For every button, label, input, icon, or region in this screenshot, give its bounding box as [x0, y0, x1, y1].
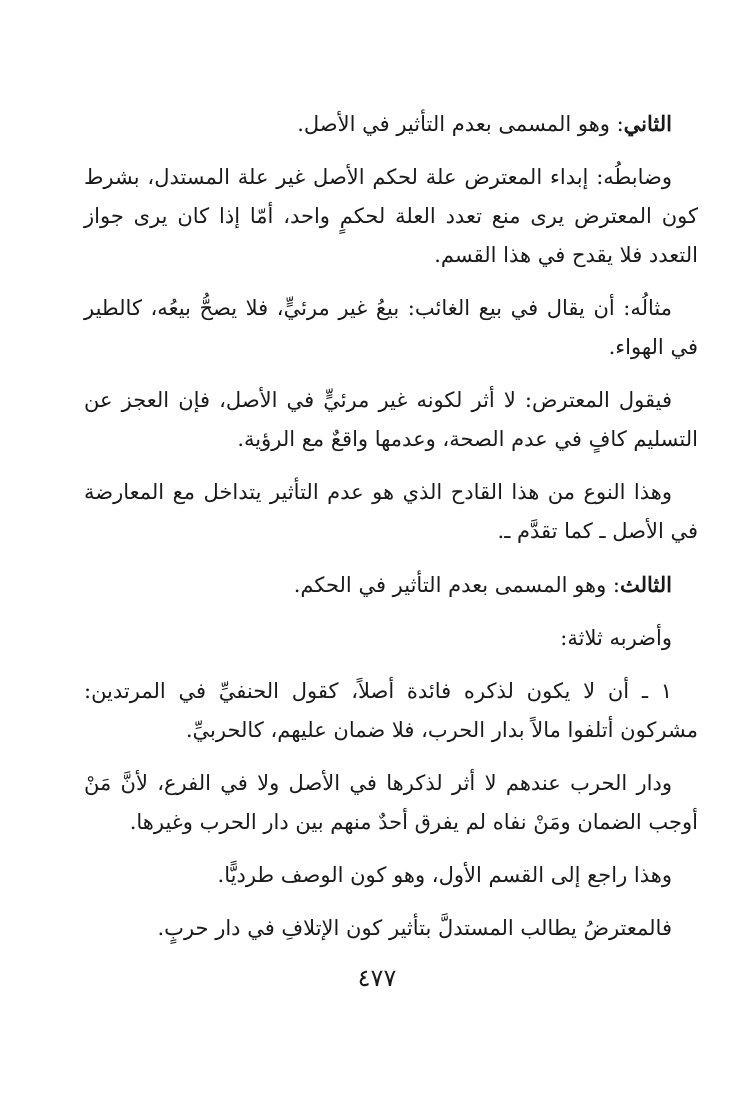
paragraph-example: [84, 289, 698, 367]
paragraph-text: : وهو المسمى بعدم التأثير في الحكم.: [293, 573, 620, 597]
paragraph-kind-one: [84, 672, 698, 750]
paragraph-dar-al-harb: [84, 764, 698, 842]
paragraph-lead: الثاني: [623, 111, 672, 136]
paragraph-second-type: [84, 104, 698, 144]
paragraph-criterion: [84, 158, 698, 275]
page-number: ٤٧٧: [357, 964, 397, 992]
paragraph-third-type: [84, 565, 698, 605]
page-body: [84, 104, 698, 962]
paragraph-text: مثالُه: أن يقال في بيع الغائب: بيعُ غير مرئيٍّ، فلا يصحُّ بيعُه، كالطير في الهواء.: [84, 296, 698, 359]
paragraph-overlap: [84, 473, 698, 551]
paragraph-objection: [84, 381, 698, 459]
paragraph-first-category: [84, 856, 698, 895]
paragraph-text: ١ ـ أن لا يكون لذكره فائدة أصلاً، كقول الحنفيِّ في المرتدين: مشركون أتلفوا مالاً بدار الحرب، فلا ضمان عليهم، كالحربيِّ.: [84, 679, 698, 742]
paragraph-text: ودار الحرب عندهم لا أثر لذكرها في الأصل ولا في الفرع، لأنَّ مَنْ أوجب الضمان ومَنْ نفاه لم يفرق أحدٌ منهم بين دار الحرب وغيرها.: [84, 771, 698, 834]
paragraph-objector-demand: [84, 909, 698, 948]
paragraph-text: : وهو المسمى بعدم التأثير في الأصل.: [297, 112, 624, 136]
paragraph-text: وأضربه ثلاثة:: [560, 626, 672, 650]
paragraph-three-kinds: [84, 619, 698, 658]
paragraph-text: فيقول المعترض: لا أثر لكونه غير مرئيٍّ في الأصل، فإن العجز عن التسليم كافٍ في عدم الصحة، وعدمها واقعٌ مع الرؤية.: [84, 388, 698, 451]
paragraph-lead: الثالث: [620, 572, 672, 597]
paragraph-text: وهذا النوع من هذا القادح الذي هو عدم التأثير يتداخل مع المعارضة في الأصل ـ كما تقدَّم ـ.: [84, 480, 698, 543]
paragraph-text: وهذا راجع إلى القسم الأول، وهو كون الوصف طرديًّا.: [217, 863, 672, 887]
paragraph-text: وضابطُه: إبداء المعترض علة لحكم الأصل غير علة المستدل، بشرط كون المعترض يرى منع تعدد العلة لحكمٍ واحد، أمّا إذا كان يرى جواز التعدد فلا يقدح في هذا القسم.: [84, 165, 698, 267]
paragraph-text: فالمعترضُ يطالب المستدلَّ بتأثير كون الإتلافِ في دار حربٍ.: [157, 916, 672, 940]
